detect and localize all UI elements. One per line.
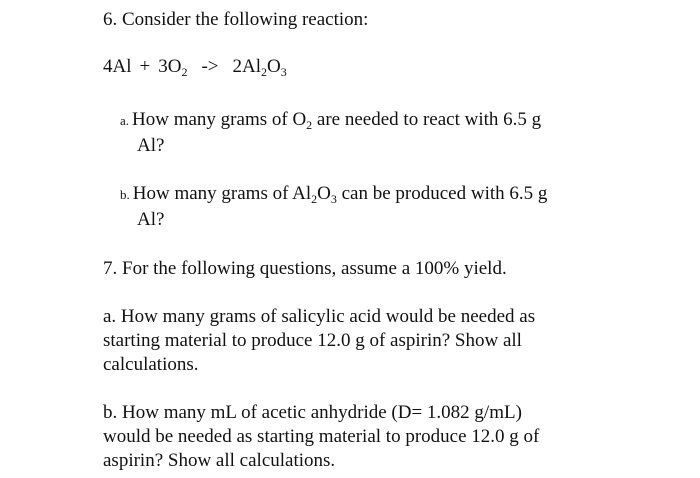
eq-plus: + — [139, 56, 151, 77]
eq-reactant-al: 4Al — [103, 56, 132, 77]
q6a-marker: a. — [120, 113, 130, 128]
q6b-text-mid: O — [317, 183, 331, 204]
eq-reactant-o2: 3O — [158, 56, 182, 77]
eq-product-al: 2Al — [232, 56, 261, 77]
q7b-line2: would be needed as starting material to produce 12.0 g of — [103, 426, 540, 447]
q6a-text-end: are needed to react with 6.5 g — [312, 109, 542, 130]
q6a-line2: Al? — [137, 135, 165, 156]
q6b-text-end: can be produced with 6.5 g — [336, 183, 548, 204]
eq-arrow: -> — [201, 56, 219, 77]
q7a-line1: a. How many grams of salicylic acid would be needed as — [103, 306, 536, 327]
eq-product-o: O — [267, 56, 281, 77]
q6b-text-start: How many grams of Al — [132, 183, 312, 204]
q7-title: 7. For the following questions, assume a 100% yield. — [103, 258, 507, 279]
eq-product-al-subscript: 2 — [261, 65, 267, 79]
q6a-subscript: 2 — [306, 118, 313, 132]
q6-title: 6. Consider the following reaction: — [103, 9, 369, 30]
q6b-subscript-1: 2 — [311, 192, 318, 206]
eq-reactant-o2-subscript: 2 — [181, 65, 188, 79]
q7b-line1: b. How many mL of acetic anhydride (D= 1.082 g/mL) — [103, 402, 522, 423]
q7a-line2: starting material to produce 12.0 g of aspirin? Show all — [103, 330, 522, 351]
q6b-line2: Al? — [137, 209, 165, 230]
q6b-line1 — [120, 182, 547, 207]
eq-product-o-subscript: 3 — [280, 65, 287, 79]
q6a-text-start: How many grams of O — [132, 109, 307, 130]
q6a-line1 — [120, 108, 541, 133]
q6b-marker: b. — [120, 187, 130, 202]
q6b-subscript-2: 3 — [330, 192, 337, 206]
q6-equation — [103, 55, 287, 79]
q7b-line3: aspirin? Show all calculations. — [103, 450, 336, 471]
q7a-line3: calculations. — [103, 354, 199, 375]
